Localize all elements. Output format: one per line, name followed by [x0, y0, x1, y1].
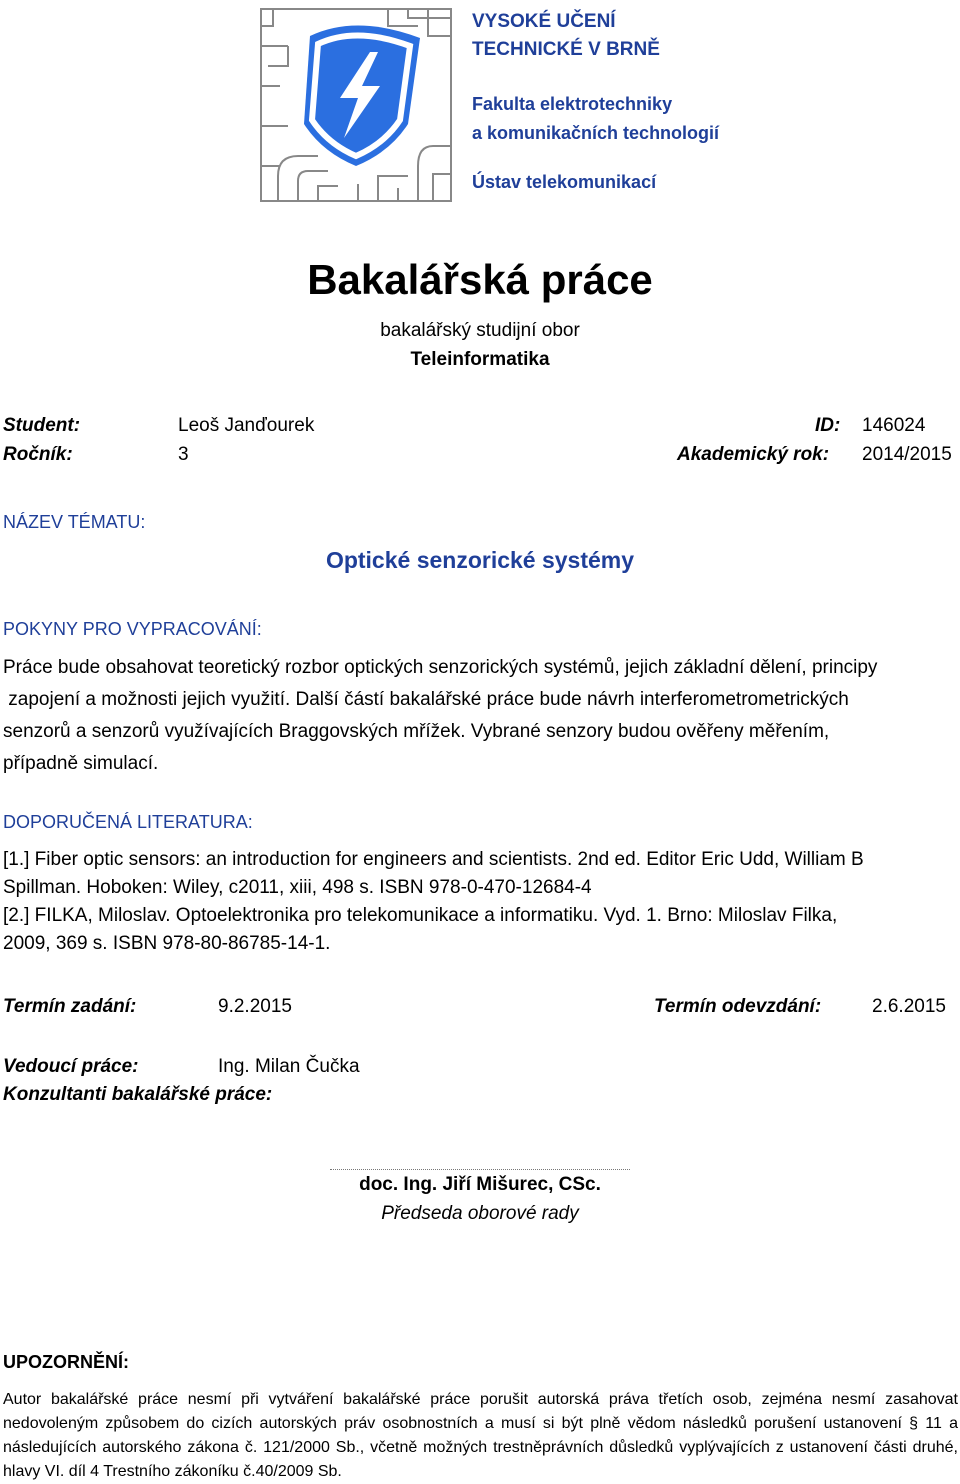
university-line1: VYSOKÉ UČENÍ: [472, 11, 616, 32]
instructions-label: POKYNY PRO VYPRACOVÁNÍ:: [3, 619, 262, 639]
supervisor-label: Vedoucí práce:: [3, 1056, 139, 1077]
year-value: 3: [178, 444, 189, 465]
warning-text: Autor bakalářské práce nesmí při vytváření bakalářské práce porušit autorská práva třetích osob, zejména nesmí zasahovat nedovoleným způsobem do cizích autorských práv osobnostních a musí si být plně vědom následků porušení ustanovení § 11 a následujících autorského zákona č. 121/2000 Sb., včetně možných trestněprávních důsledků vyplývajících z ustanovení části druhé, hlavy VI. díl 4 Trestního zákoníku č.40/2009 Sb.: [3, 1391, 958, 1480]
student-label: Student:: [3, 415, 81, 436]
institute-name: Ústav telekomunikací: [472, 172, 657, 192]
academic-year-label: Akademický rok:: [677, 444, 830, 465]
document-title: Bakalářská práce: [307, 256, 653, 303]
topic-title: Optické senzorické systémy: [325, 547, 635, 573]
faculty-line2: a komunikačních technologií: [472, 123, 720, 143]
faculty-line1: Fakulta elektrotechniky: [472, 94, 673, 114]
signature-name: doc. Ing. Jiří Mišurec, CSc.: [359, 1174, 601, 1195]
id-label: ID:: [815, 415, 841, 436]
literature-line: Spillman. Hoboken: Wiley, c2011, xiii, 498 s. ISBN 978-0-470-12684-4: [3, 877, 592, 898]
faculty-name: [472, 90, 719, 148]
literature-line: 2009, 369 s. ISBN 978-80-86785-14-1.: [3, 933, 331, 954]
university-logo: [258, 6, 454, 204]
literature-line: [1.] Fiber optic sensors: an introduction for engineers and scientists. 2nd ed. Editor Eric Udd, William B: [3, 849, 864, 870]
instructions-text: [3, 652, 958, 780]
literature-list: [3, 846, 958, 958]
instructions-line: zapojení a možnosti jejich využití. Další částí bakalářské práce bude návrh interferometrometrických: [3, 689, 849, 710]
instructions-line: Práce bude obsahovat teoretický rozbor optických senzorických systémů, jejich základní dělení, principy: [3, 657, 878, 678]
signature-role: Předseda oborové rady: [381, 1203, 579, 1224]
university-line2: TECHNICKÉ V BRNĚ: [472, 39, 660, 60]
signature-line: [330, 1169, 630, 1170]
due-date-label: Termín odevzdání:: [654, 996, 822, 1017]
literature-line: [2.] FILKA, Miloslav. Optoelektronika pro telekomunikace a informatiku. Vyd. 1. Brno: Miloslav Filka,: [3, 905, 838, 926]
university-name: [472, 8, 660, 64]
instructions-line: případně simulací.: [3, 753, 159, 774]
consultants-label: Konzultanti bakalářské práce:: [3, 1084, 273, 1105]
study-program: bakalářský studijní obor: [380, 320, 580, 341]
id-value: 146024: [862, 415, 926, 436]
due-date-value: 2.6.2015: [872, 996, 946, 1017]
study-field: Teleinformatika: [410, 349, 550, 370]
instructions-line: senzorů a senzorů využívajících Braggovských mřížek. Vybrané senzory budou ověřeny měřením,: [3, 721, 830, 742]
student-value: Leoš Janďourek: [178, 415, 315, 436]
supervisor-value: Ing. Milan Čučka: [218, 1056, 360, 1077]
year-label: Ročník:: [3, 444, 73, 465]
assigned-date-value: 9.2.2015: [218, 996, 292, 1017]
topic-label: NÁZEV TÉMATU:: [3, 512, 146, 532]
literature-label: DOPORUČENÁ LITERATURA:: [3, 812, 253, 832]
warning-label: UPOZORNĚNÍ:: [3, 1352, 129, 1372]
assigned-date-label: Termín zadání:: [3, 996, 137, 1017]
academic-year-value: 2014/2015: [862, 444, 952, 465]
